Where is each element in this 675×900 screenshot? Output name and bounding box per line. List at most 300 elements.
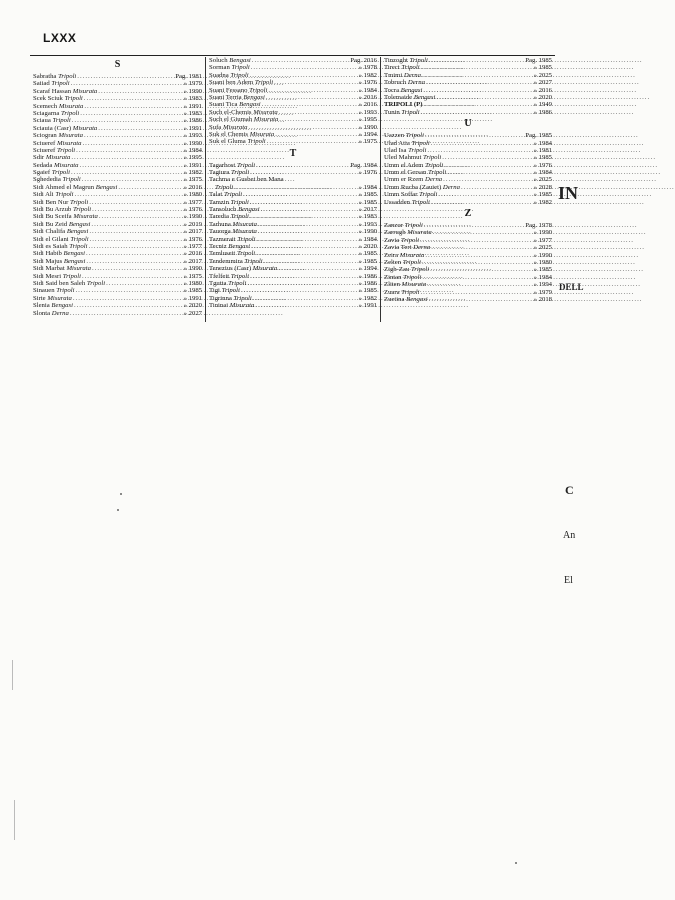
place-region: Tripoli: [408, 146, 427, 154]
dot-leader: [82, 273, 183, 280]
dot-leader: [422, 72, 533, 79]
page-ref: » 1975: [358, 138, 377, 146]
entry-place: [33, 280, 105, 287]
place-region: Derna: [51, 309, 69, 317]
entry-place: [33, 140, 81, 147]
place-name: Zarrugh: [384, 229, 406, 237]
entry-place: [384, 72, 421, 79]
place-region: Bengasi: [413, 93, 436, 101]
entry-place: [384, 199, 430, 206]
entry-place: [33, 88, 97, 95]
index-entry: [209, 79, 377, 86]
index-entry: [384, 162, 552, 169]
entry-place: [33, 184, 117, 191]
page-ref: » 1986: [358, 279, 377, 287]
page-ref: » 1990: [358, 123, 377, 131]
place-region: Tripoli: [230, 198, 249, 206]
page-ref: » 1994: [358, 130, 377, 138]
index-entry: [33, 88, 202, 95]
dot-leader: [258, 228, 358, 235]
dot-leader: [461, 184, 533, 191]
place-name: Sgaief: [33, 169, 51, 177]
entry-place: [384, 109, 420, 116]
place-region: Tripoli: [236, 250, 256, 258]
dot-leader: [234, 184, 357, 191]
page-ref: Pag. 1984: [350, 161, 377, 169]
place-name: Sidi Chalifa: [33, 228, 66, 236]
dot-leader: [88, 243, 182, 250]
page-ref: » 1985: [358, 198, 377, 206]
place-region: Tripoli: [409, 57, 428, 64]
page-ref: » 2019: [183, 220, 202, 228]
place-region: Misurata: [253, 116, 279, 124]
entry-place: [209, 169, 249, 176]
dot-leader: [422, 259, 533, 266]
place-name: Scemech: [33, 102, 58, 110]
place-name: Tagiura: [209, 169, 230, 177]
index-entry: [384, 229, 552, 236]
index-entry: [209, 72, 377, 79]
place-region: Bengasi: [95, 183, 118, 191]
entry-place: [384, 140, 430, 147]
place-region: Bengasi: [229, 57, 251, 64]
index-entry: [384, 176, 552, 183]
index-entry: [209, 265, 377, 272]
entry-place: [209, 206, 260, 213]
place-name: Taredia: [209, 213, 229, 221]
page-ref: » 1982: [358, 294, 377, 302]
place-name: Uled Mahmut: [384, 154, 422, 162]
dot-leader: [429, 296, 533, 303]
page-ref: » 2017: [183, 257, 202, 265]
dot-leader: [433, 229, 533, 236]
index-entry: [33, 147, 202, 154]
index-entry: [384, 87, 552, 94]
place-name: Sciogran: [33, 132, 57, 140]
page-ref: » 1984: [358, 235, 377, 243]
page-ref: » 1991: [183, 102, 202, 110]
entry-place: [33, 213, 98, 220]
place-name: Tachma e Gusbet ben Mana: [209, 176, 284, 184]
index-entry: [209, 131, 377, 138]
dot-leader: [92, 265, 183, 272]
entry-place: [384, 154, 441, 161]
dot-leader: [279, 116, 357, 123]
page-ref: » 1979: [533, 288, 552, 296]
place-name: Umm Soffar: [384, 191, 418, 199]
scan-speck: [117, 509, 119, 511]
place-region: Misurata: [232, 228, 257, 236]
scan-margin-mark: [12, 660, 13, 690]
dot-leader: [427, 147, 532, 154]
entry-place: [209, 109, 278, 116]
dot-leader: [423, 101, 532, 108]
scan-margin-mark: [14, 800, 15, 840]
page-ref: » 1993: [358, 108, 377, 116]
page-ref: » 1976: [183, 235, 202, 243]
entry-place: [209, 280, 246, 287]
entry-place: [384, 259, 421, 266]
dot-leader: [274, 79, 358, 86]
section-letter: S: [114, 59, 121, 70]
place-region: Tripoli: [404, 222, 423, 230]
dot-leader: [70, 310, 183, 317]
page-ref: » 1982: [183, 169, 202, 177]
entry-place: [384, 237, 419, 244]
place-name: Sidi Marbat: [33, 265, 65, 273]
page-ref: » 2016: [358, 101, 377, 109]
page-ref: » 1995: [183, 154, 202, 162]
dot-leader: [420, 289, 532, 296]
dot-leader: [73, 295, 183, 302]
place-name: Sciauia (Casr): [33, 124, 72, 132]
entry-place: [209, 273, 249, 280]
place-region: Tripoli: [233, 294, 252, 302]
place-name: Slonta: [33, 309, 51, 317]
index-entry: [33, 243, 202, 250]
place-region: Misurata: [56, 139, 82, 147]
page-ref: » 2027: [533, 79, 552, 87]
index-entry: [33, 302, 202, 309]
place-name: Sidi Ben Nur: [33, 198, 69, 206]
place-name: Temluseit: [209, 250, 236, 258]
place-name: Zuetina: [384, 295, 405, 303]
index-entry: [384, 147, 552, 154]
place-region: Tripoli: [228, 279, 247, 287]
entry-place: [33, 302, 73, 309]
entry-place: [384, 94, 435, 101]
entry-place: [209, 287, 240, 294]
index-entry: [209, 206, 377, 213]
entry-place: [209, 228, 257, 235]
entry-place: [33, 176, 81, 183]
place-name: Tolemaide: [384, 93, 413, 101]
place-name: Tobruch: [384, 79, 407, 87]
place-name: Slenia: [33, 302, 50, 310]
entry-place: [33, 147, 75, 154]
page-ref: » 1984: [533, 169, 552, 177]
place-region: Tripoli: [64, 95, 83, 103]
place-name: Umm el Gersan: [384, 169, 427, 177]
entry-place: [209, 57, 251, 64]
place-region: Tripoli: [237, 235, 256, 243]
place-name: Tocra: [384, 86, 400, 94]
page-ref: » 2016: [533, 86, 552, 94]
page-ref: » 2025: [533, 244, 552, 252]
page-ref: » 1993: [183, 132, 202, 140]
page-ref: » 1991: [358, 302, 377, 310]
dot-leader: [442, 154, 532, 161]
page-ref: » 1980: [533, 258, 552, 266]
dot-leader: [84, 95, 183, 102]
dot-leader: [86, 250, 183, 257]
index-entry: [384, 101, 552, 108]
page-ref: Pag. 1981: [175, 73, 202, 80]
place-region: Tripoli: [61, 109, 80, 117]
place-region: Tripoli: [231, 169, 250, 177]
place-region: Tripoli: [62, 272, 81, 280]
index-entry: [33, 295, 202, 302]
place-region: Misurata: [249, 130, 275, 138]
entry-place: [33, 95, 83, 102]
dot-leader: [76, 147, 182, 154]
entry-place: [384, 252, 424, 259]
page-ref: » 1986: [358, 272, 377, 280]
dot-leader: [264, 258, 358, 265]
place-region: Bengasi: [239, 101, 261, 109]
index-entry: [33, 191, 202, 198]
page-ref: » 1981: [533, 146, 552, 154]
place-name: Sciaua: [33, 117, 51, 125]
index-entry: [33, 265, 202, 272]
entry-place: [384, 57, 428, 64]
index-entry: [384, 184, 552, 191]
place-region: Tripoli: [428, 169, 447, 177]
index-entry: [384, 57, 552, 64]
place-region: Tripoli: [254, 79, 274, 87]
place-region: Misurata: [253, 108, 278, 116]
dot-leader: [268, 87, 357, 94]
page-ref: » 2020: [533, 93, 552, 101]
place-region: Tripoli: [86, 279, 106, 287]
entry-place: [384, 87, 422, 94]
entry-place: [384, 64, 420, 71]
index-entry: [384, 199, 552, 206]
page-ref: » 1985: [358, 250, 377, 258]
index-table: [30, 55, 555, 321]
page-ref: » 1985: [533, 191, 552, 199]
dot-leader: [429, 57, 524, 64]
place-name: Suani Tica: [209, 101, 238, 109]
place-region: Bengasi: [243, 93, 265, 101]
dot-leader: [427, 281, 532, 288]
dot-leader: [421, 64, 533, 71]
page-ref: » 1983: [183, 95, 202, 103]
place-name: Suk el Gluma: [209, 138, 246, 146]
page-ref: » 1978: [358, 64, 377, 72]
index-entry: [209, 176, 377, 183]
dot-leader: [423, 87, 532, 94]
page-ref: » 2020: [358, 242, 377, 250]
place-name: Scaraf Hassan: [33, 87, 72, 95]
index-entry: [33, 310, 202, 317]
entry-place: [209, 116, 278, 123]
place-region: Bengasi: [66, 228, 89, 236]
place-region: Tripoli: [230, 71, 249, 79]
place-name: Sciagarna: [33, 109, 60, 117]
place-region: Tripoli: [223, 191, 243, 199]
index-entry: [33, 228, 202, 235]
page-ref: » 1985: [358, 287, 377, 295]
index-entry: [209, 57, 377, 64]
page-ref: » 1983: [183, 109, 202, 117]
entry-place: [209, 184, 233, 191]
entry-place: [209, 124, 247, 131]
entry-place: [384, 176, 442, 183]
index-entry: [209, 213, 377, 220]
page-number: LXXX: [43, 31, 77, 45]
index-entry: [33, 125, 202, 132]
index-entry: [209, 243, 377, 250]
place-region: Misurata: [222, 123, 248, 131]
entry-place: [209, 302, 254, 309]
page-ref: » 2017: [183, 228, 202, 236]
page-ref: » 1979: [183, 80, 202, 88]
place-region: Misurata: [66, 265, 91, 273]
place-name: Ulad Atia: [384, 139, 410, 147]
dot-leader: [426, 79, 533, 86]
entry-place: [33, 162, 79, 169]
place-name: Tigi: [209, 287, 220, 295]
place-region: Tripoli: [215, 183, 234, 191]
dot-leader: [106, 280, 183, 287]
place-region: Derna: [425, 176, 443, 184]
dot-leader: [256, 162, 349, 169]
index-entry: [209, 94, 377, 101]
place-region: Tripoli: [247, 138, 266, 146]
place-region: Misurata: [401, 281, 427, 289]
page-ref: Pag. 1985: [525, 132, 552, 140]
entry-place: [209, 191, 242, 198]
entry-place: [33, 206, 91, 213]
place-name: Ulad Isa: [384, 146, 407, 154]
page-ref: » 1991: [183, 294, 202, 302]
index-entry: [384, 274, 552, 281]
page-ref: » 1991: [183, 161, 202, 169]
place-name: Scek Sciuk: [33, 95, 63, 103]
index-entry: [384, 252, 552, 259]
entry-place: [33, 236, 89, 243]
place-region: Tripoli: [410, 266, 430, 274]
index-entry: [384, 296, 552, 303]
entry-place: [209, 221, 257, 228]
index-entry: [33, 258, 202, 265]
place-region: Misurata: [232, 220, 258, 228]
dot-leader: [444, 162, 532, 169]
place-name: Sidi Bu Arzub: [33, 206, 72, 214]
dot-leader: [90, 236, 183, 243]
dot-leader: [75, 287, 182, 294]
index-entry: [33, 117, 202, 124]
place-region: Tripoli: [51, 80, 70, 88]
page-ref: » 1976: [183, 206, 202, 214]
dot-leader: [248, 124, 357, 131]
place-name: Zelten: [384, 258, 402, 266]
index-entry: [33, 280, 202, 287]
page-ref: Pag. 1978: [525, 222, 552, 230]
page-ref: » 1991: [183, 124, 202, 132]
entry-place: [209, 199, 249, 206]
index-entry: [209, 258, 377, 265]
page-ref: » 1980: [183, 191, 202, 199]
dot-leader: [98, 125, 182, 132]
place-region: Misurata: [399, 251, 425, 259]
page-ref: » 1984: [533, 139, 552, 147]
place-region: Tripoli: [51, 169, 70, 177]
section-letter: Z: [464, 208, 472, 220]
place-region: Bengasi: [63, 250, 86, 258]
entry-place: [33, 295, 72, 302]
entry-place: [209, 213, 249, 220]
place-name: Suadna: [209, 71, 229, 79]
entry-place: [209, 79, 273, 86]
index-entry: [33, 273, 202, 280]
dot-leader: [250, 169, 357, 176]
dot-leader: [256, 250, 357, 257]
dot-leader: [425, 132, 524, 139]
place-name: Zuara: [384, 288, 400, 296]
dot-leader: [251, 64, 358, 71]
entry-place: [384, 191, 437, 198]
entry-place: [33, 287, 74, 294]
dot-leader: [71, 80, 183, 87]
facing-page-fragment-1: IN: [558, 183, 579, 203]
place-name: Suani Fessano: [209, 86, 248, 94]
facing-page-fragment-4: An: [563, 530, 576, 541]
section-letter: T: [289, 147, 297, 159]
dot-leader: [80, 110, 182, 117]
entry-place: [33, 125, 97, 132]
page-ref: » 1993: [358, 220, 377, 228]
page-ref: » 1985: [533, 154, 552, 162]
dot-leader: [266, 94, 358, 101]
place-region: Tripoli: [419, 191, 438, 199]
page-ref: » 2018: [533, 295, 552, 303]
page-ref: » 2028: [533, 183, 552, 191]
dot-leader: [250, 199, 358, 206]
entry-place: [209, 131, 274, 138]
place-region: Bengasi: [51, 302, 73, 310]
entry-place: [384, 162, 443, 169]
place-name: Sidi Said ben Saleh: [33, 279, 86, 287]
index-entry: [209, 169, 377, 176]
entry-place: [209, 64, 250, 71]
dot-leader: [84, 103, 182, 110]
place-name: Such el-Chemis: [209, 108, 252, 116]
page-ref: » 1983: [358, 213, 377, 221]
place-name: Sciueref: [33, 146, 56, 154]
place-region: Derna: [442, 183, 460, 191]
dot-leader: [257, 236, 358, 243]
index-entry: [209, 199, 377, 206]
place-name: Tamzin: [209, 198, 229, 206]
index-entry: [384, 191, 552, 198]
place-name: Tigrinna: [209, 294, 232, 302]
entry-place: [384, 184, 460, 191]
place-region: Tripoli: [230, 272, 249, 280]
place-region: Derna: [407, 79, 425, 87]
place-name: Tinzoght: [384, 57, 408, 64]
dot-leader: [99, 213, 183, 220]
place-name: Sorman: [209, 64, 230, 72]
place-name: Sinauen: [33, 287, 55, 295]
page-ref: » 2017: [358, 206, 377, 214]
place-name: Tfelfeit: [209, 272, 230, 280]
index-entry: [384, 132, 552, 139]
place-region: Misurata: [252, 265, 278, 273]
index-entry: [209, 162, 377, 169]
dot-leader: [250, 72, 358, 79]
facing-page-fragment-3: C: [565, 483, 574, 497]
page-ref: » 1975: [183, 272, 202, 280]
place-region: Tripoli: [411, 139, 430, 147]
place-name: Tgutta: [209, 279, 227, 287]
page-ref: » 1990: [183, 265, 202, 273]
page-ref: » 1985: [533, 64, 552, 72]
index-entry: [384, 237, 552, 244]
page-ref: » 1990: [533, 229, 552, 237]
place-name: Sabratha: [33, 73, 57, 80]
